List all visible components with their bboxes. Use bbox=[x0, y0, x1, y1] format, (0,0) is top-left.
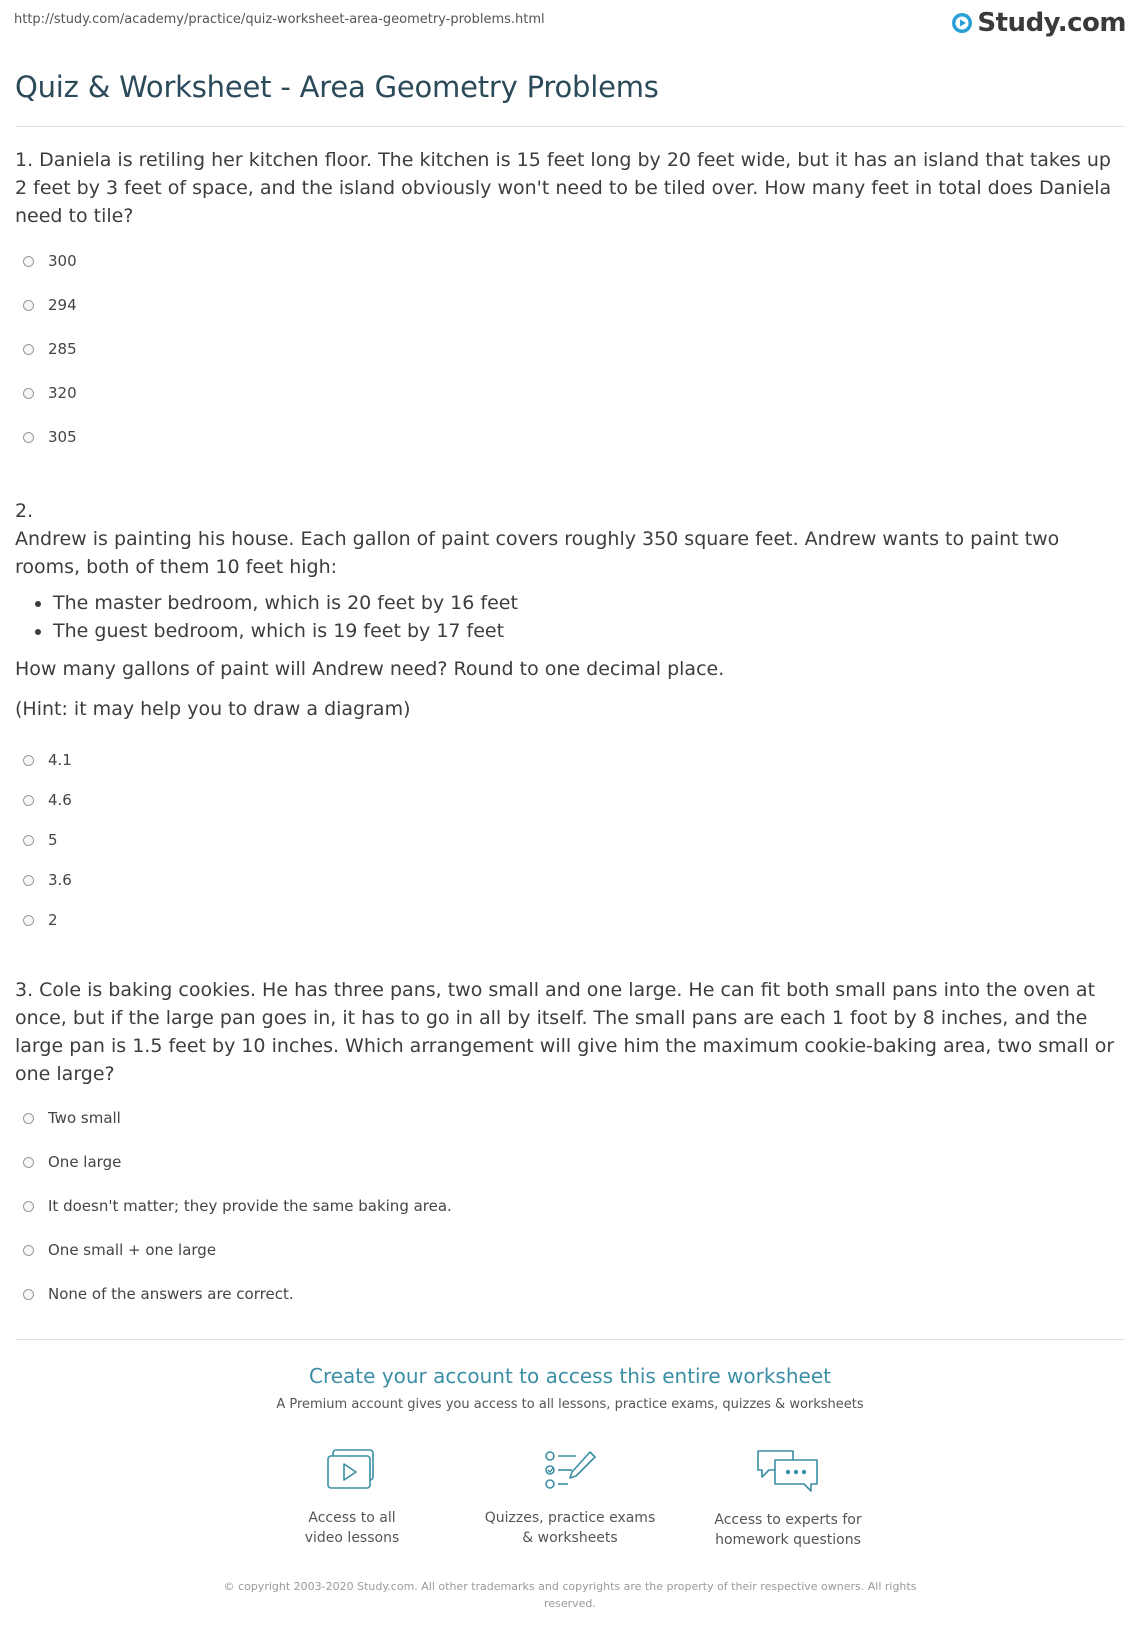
title-divider bbox=[15, 126, 1125, 127]
answer-option[interactable] bbox=[15, 1140, 1125, 1184]
video-lesson-icon bbox=[325, 1448, 379, 1494]
question-followup: How many gallons of paint will Andrew need? Round to one decimal place. bbox=[15, 658, 725, 680]
copyright-footer: © copyright 2003-2020 Study.com. All other trademarks and copyrights are the property of their respective owners. All rights reserved. bbox=[223, 1580, 917, 1610]
feature-label bbox=[252, 1508, 452, 1548]
feature-label-line: Quizzes, practice exams bbox=[484, 1510, 656, 1526]
list-item: • The master bedroom, which is 20 feet by 16 feet bbox=[53, 589, 1125, 617]
radio-button[interactable] bbox=[23, 835, 34, 846]
feature-label bbox=[688, 1510, 888, 1550]
cta-divider bbox=[15, 1339, 1125, 1340]
answer-option[interactable] bbox=[15, 780, 1125, 820]
cta-title[interactable]: Create your account to access this entire worksheet bbox=[309, 1364, 831, 1388]
option-label: 3.6 bbox=[48, 871, 72, 889]
answer-option[interactable] bbox=[15, 327, 1125, 371]
question-number: 2. bbox=[15, 500, 34, 522]
option-label: 285 bbox=[48, 340, 77, 358]
page-url: http://study.com/academy/practice/quiz-worksheet-area-geometry-problems.html bbox=[14, 12, 545, 27]
radio-button[interactable] bbox=[23, 1201, 34, 1212]
feature-experts bbox=[688, 1448, 888, 1550]
play-circle-icon bbox=[951, 12, 973, 34]
answer-options bbox=[15, 239, 1125, 459]
option-label: Two small bbox=[48, 1109, 121, 1127]
radio-button[interactable] bbox=[23, 795, 34, 806]
radio-button[interactable] bbox=[23, 755, 34, 766]
answer-option[interactable] bbox=[15, 1228, 1125, 1272]
cta-subtitle: A Premium account gives you access to all lessons, practice exams, quizzes & worksheets bbox=[276, 1397, 864, 1412]
answer-option[interactable] bbox=[15, 740, 1125, 780]
list-item: • The guest bedroom, which is 19 feet by 17 feet bbox=[53, 617, 1125, 645]
option-label: 2 bbox=[48, 911, 58, 929]
question-hint: (Hint: it may help you to draw a diagram) bbox=[15, 698, 411, 720]
radio-button[interactable] bbox=[23, 388, 34, 399]
question-3 bbox=[15, 976, 1125, 1316]
top-bar bbox=[0, 0, 1140, 48]
feature-label-line: video lessons bbox=[304, 1530, 400, 1546]
chat-bubbles-icon bbox=[755, 1448, 821, 1496]
logo-text: Study.com bbox=[977, 8, 1126, 38]
option-label: 300 bbox=[48, 252, 77, 270]
radio-button[interactable] bbox=[23, 1157, 34, 1168]
radio-button[interactable] bbox=[23, 1113, 34, 1124]
option-label: 4.6 bbox=[48, 791, 72, 809]
radio-button[interactable] bbox=[23, 256, 34, 267]
radio-button[interactable] bbox=[23, 915, 34, 926]
room-list bbox=[15, 589, 1125, 645]
option-label: 4.1 bbox=[48, 751, 72, 769]
feature-quizzes bbox=[470, 1448, 670, 1548]
feature-label-line: Access to experts for bbox=[714, 1512, 862, 1528]
answer-option[interactable] bbox=[15, 900, 1125, 940]
radio-button[interactable] bbox=[23, 300, 34, 311]
feature-label-line: homework questions bbox=[715, 1532, 861, 1548]
question-text: 1. Daniela is retiling her kitchen floor. The kitchen is 15 feet long by 20 feet wide, but it has an island that takes up 2 feet by 3 feet of space, and the island obviously won't need to be tiled over. How many feet in total does Daniela need to tile? bbox=[15, 149, 1112, 227]
option-label: 5 bbox=[48, 831, 58, 849]
answer-option[interactable] bbox=[15, 820, 1125, 860]
radio-button[interactable] bbox=[23, 875, 34, 886]
radio-button[interactable] bbox=[23, 1245, 34, 1256]
question-text: 3. Cole is baking cookies. He has three pans, two small and one large. He can fit both small pans into the oven at once, but if the large pan goes in, it has to go in all by itself. The small pans are each 1 foot by 8 inches, and the large pan is 1.5 feet by 10 inches. Which arrangement will give him the maximum cookie-baking area, two small or one large? bbox=[15, 979, 1115, 1085]
answer-option[interactable] bbox=[15, 415, 1125, 459]
answer-option[interactable] bbox=[15, 860, 1125, 900]
study-logo[interactable] bbox=[951, 8, 1126, 38]
quiz-checklist-icon bbox=[542, 1448, 598, 1494]
feature-label-line: Access to all bbox=[308, 1510, 396, 1526]
answer-option[interactable] bbox=[15, 283, 1125, 327]
radio-button[interactable] bbox=[23, 1289, 34, 1300]
option-label: 294 bbox=[48, 296, 77, 314]
answer-option[interactable] bbox=[15, 1272, 1125, 1316]
option-label: One small + one large bbox=[48, 1241, 217, 1259]
option-label: One large bbox=[48, 1153, 122, 1171]
answer-option[interactable] bbox=[15, 1096, 1125, 1140]
answer-options bbox=[15, 740, 1125, 940]
answer-option[interactable] bbox=[15, 239, 1125, 283]
page-title: Quiz & Worksheet - Area Geometry Problems bbox=[15, 70, 659, 104]
feature-label bbox=[470, 1508, 670, 1548]
feature-label-line: & worksheets bbox=[522, 1530, 618, 1546]
option-label: None of the answers are correct. bbox=[48, 1285, 294, 1303]
answer-options bbox=[15, 1096, 1125, 1316]
radio-button[interactable] bbox=[23, 432, 34, 443]
question-text: Andrew is painting his house. Each gallon of paint covers roughly 350 square feet. Andrew wants to paint two rooms, both of them 10 feet high: bbox=[15, 528, 1060, 578]
radio-button[interactable] bbox=[23, 344, 34, 355]
answer-option[interactable] bbox=[15, 371, 1125, 415]
feature-video-lessons bbox=[252, 1448, 452, 1548]
option-label: It doesn't matter; they provide the same baking area. bbox=[48, 1197, 452, 1215]
question-1 bbox=[15, 146, 1125, 459]
option-label: 305 bbox=[48, 428, 77, 446]
option-label: 320 bbox=[48, 384, 77, 402]
answer-option[interactable] bbox=[15, 1184, 1125, 1228]
question-2 bbox=[15, 497, 1125, 940]
